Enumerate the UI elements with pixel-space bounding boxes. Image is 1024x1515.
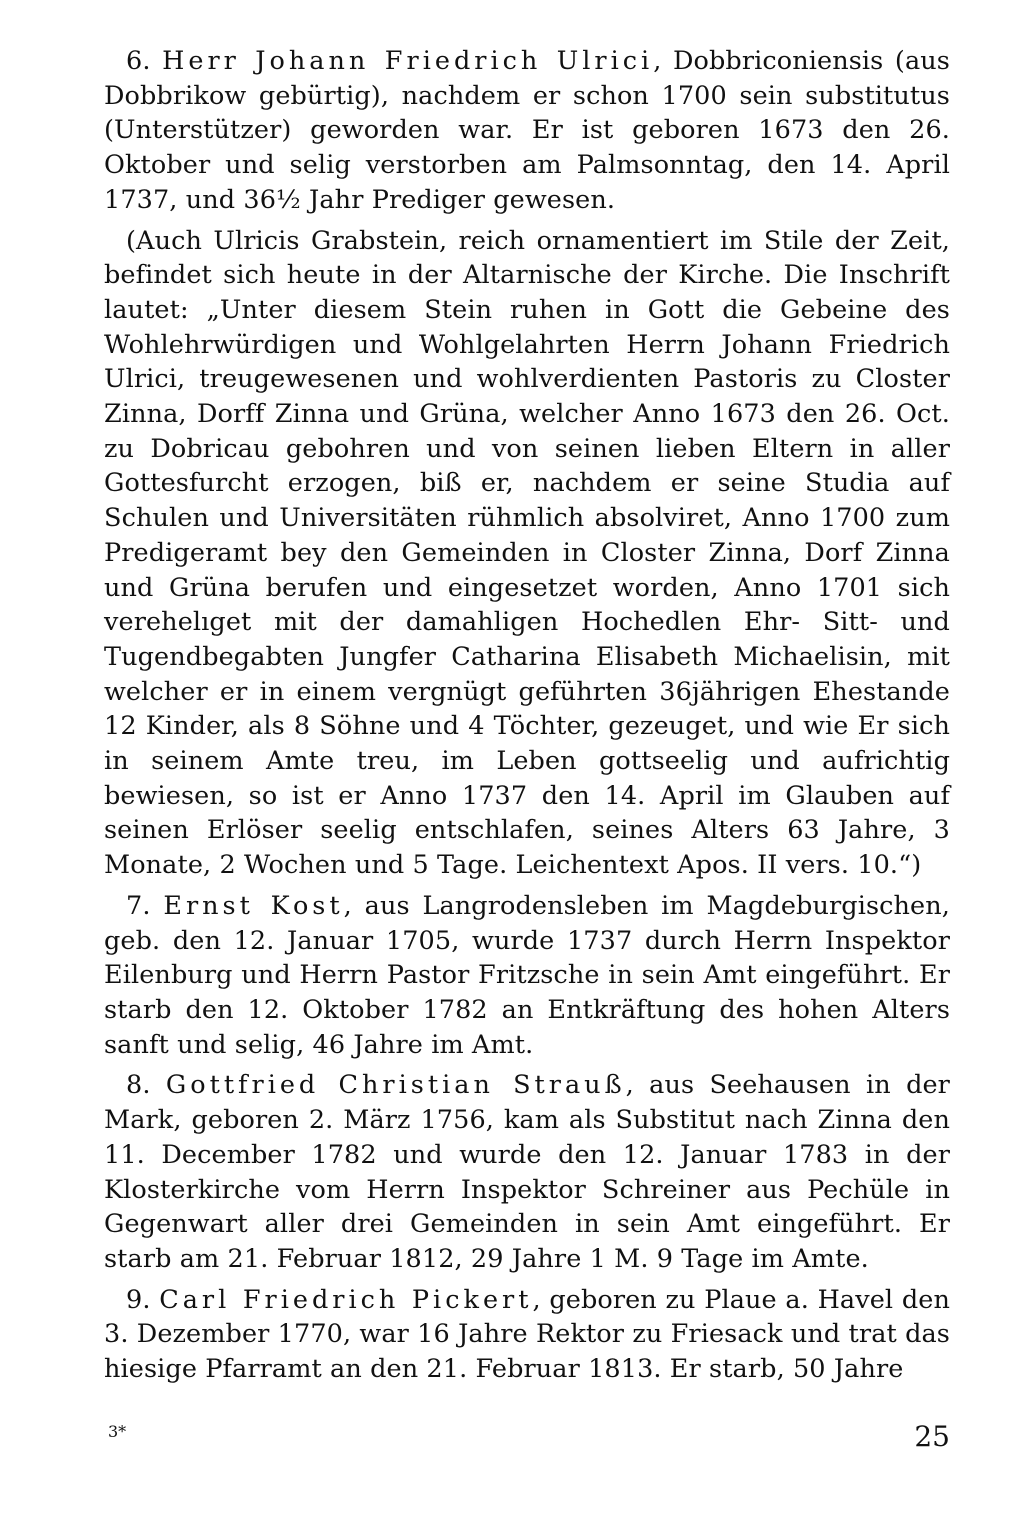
entry-7 — [104, 889, 950, 1063]
entry-text: , aus Seehausen in der Mark, geboren 2. März 1756, kam als Substitut nach Zinna den 11. December 1782 und wurde den 12. Januar 1783 in der Klosterkirche vom Herrn Inspektor Schreiner aus Pechüle in Gegenwart aller drei Gemeinden in sein Amt eingeführt. Er starb am 21. Februar 1812, 29 Jahre 1 M. 9 Tage im Amte. — [104, 1070, 950, 1274]
pastor-name: Gottfried Christian Strauß — [165, 1070, 626, 1101]
entry-number: 9. — [126, 1284, 151, 1315]
entry-text: , Dobbriconiensis (aus Dobbrikow gebürtig), nachdem er schon 1700 sein substitutus (Unterstützer) geworden war. Er ist geboren 1673 den 26. Oktober und selig verstorben am Palmsonntag, den 14. April 1737, und 36½ Jahr Prediger gewesen. — [104, 46, 950, 215]
inscription-paragraph — [104, 224, 950, 883]
pastor-name: Carl Friedrich Pickert — [159, 1284, 533, 1315]
entry-number: 7. — [126, 890, 151, 921]
entry-number: 6. — [126, 46, 151, 76]
entry-8 — [104, 1068, 950, 1276]
document-page — [104, 44, 950, 1393]
pastor-name: Herr Johann Friedrich Ulrici — [162, 46, 654, 76]
entry-text: , geboren zu Plaue a. Havel den 3. Dezember 1770, war 16 Jahre Rektor zu Friesack und trat das hiesige Pfarramt an den 21. Februar 1813. Er starb, 50 Jahre — [104, 1284, 950, 1385]
entry-text: , aus Langrodensleben im Magdeburgischen, geb. den 12. Januar 1705, wurde 1737 durch Herrn Inspektor Eilenburg und Herrn Pastor Fritzsche in sein Amt eingeführt. Er starb den 12. Oktober 1782 an Entkräftung des hohen Alters sanft und selig, 46 Jahre im Amt. — [104, 890, 950, 1060]
entry-number: 8. — [126, 1070, 151, 1101]
entry-6 — [104, 44, 950, 218]
page-number: 25 — [914, 1420, 950, 1453]
pastor-name: Ernst Kost — [163, 890, 344, 921]
printer-signature: 3* — [108, 1422, 127, 1441]
entry-9 — [104, 1283, 950, 1387]
page-footer — [104, 1420, 950, 1460]
entry-text: (Auch Ulricis Grabstein, reich ornamentiert im Stile der Zeit, befindet sich heute in der Altarnische der Kirche. Die Inschrift lautet: „Unter diesem Stein ruhen in Gott die Gebeine des Wohlehrwürdigen und Wohlgelahrten Herrn Johann Friedrich Ulrici, treugewesenen und wohlverdienten Pastoris zu Closter Zinna, Dorff Zinna und Grüna, welcher Anno 1673 den 26. Oct. zu Dobricau gebohren und von seinen lieben Eltern in aller Gottesfurcht erzogen, biß er, nachdem er seine Studia auf Schulen und Universitäten rühmlich absolviret, Anno 1700 zum Predigeramt bey den Gemeinden in Closter Zinna, Dorf Zinna und Grüna berufen und eingesetzet worden, Anno 1701 sich verehelıget mit der damahligen Hochedlen Ehr- Sitt- und Tugendbegabten Jungfer Catharina Elisabeth Michaelisin, mit welcher er in einem vergnügt geführten 36jährigen Ehestande 12 Kinder, als 8 Söhne und 4 Töchter, gezeuget, und wie Er sich in seinem Amte treu, im Leben gottseelig und aufrichtig bewiesen, so ist er Anno 1737 den 14. April im Glauben auf seinen Erlöser seelig entschlafen, seines Alters 63 Jahre, 3 Monate, 2 Wochen und 5 Tage. Leichentext Apos. II vers. 10.“) — [104, 225, 950, 881]
